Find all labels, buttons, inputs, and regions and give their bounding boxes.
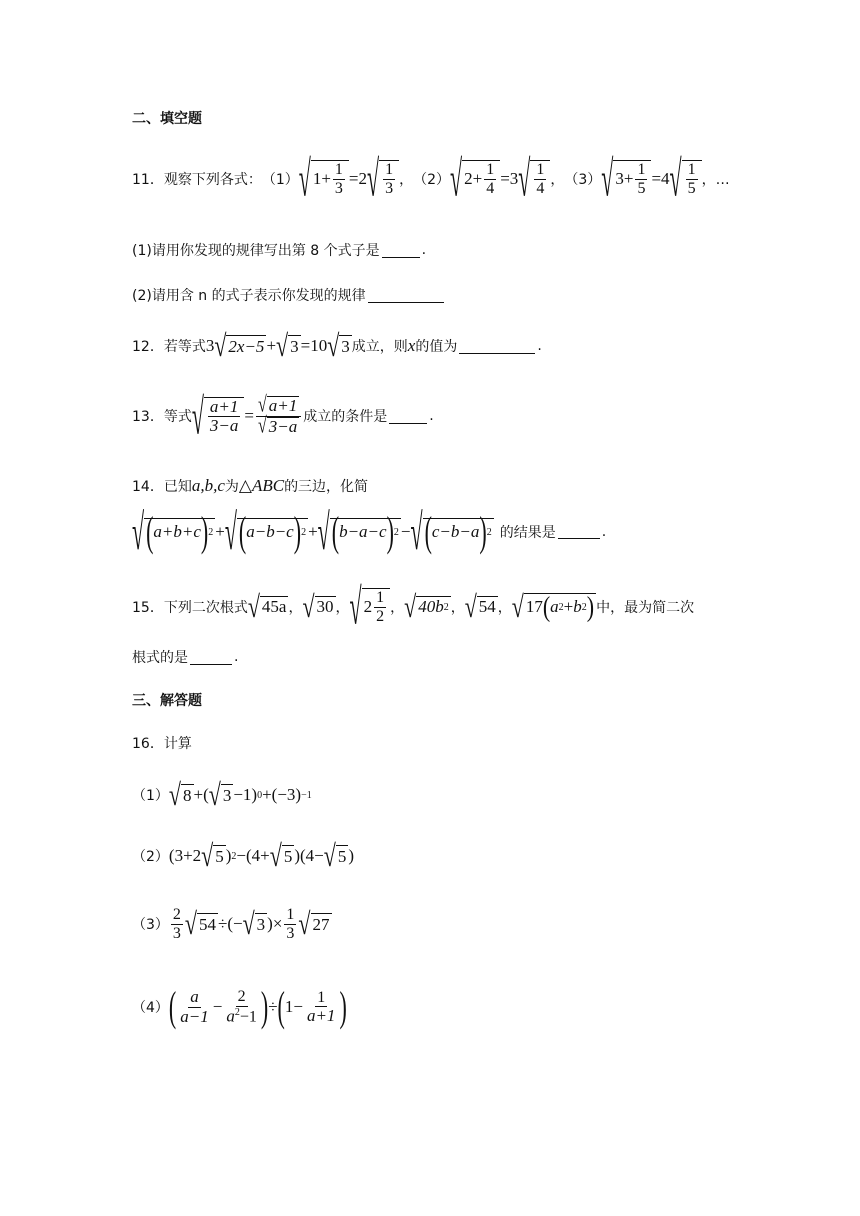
separator: ， (288, 599, 303, 616)
period: . (421, 242, 427, 258)
sqrt-3: √ 3 (242, 905, 266, 941)
equals-coef: =10 (300, 336, 328, 355)
sqrt-square-term: √ ( c−b−a ) 2 (410, 501, 492, 560)
sqrt-expr: √ $\frac{1}{5}$ (670, 160, 702, 197)
question-prefix: 16．计算 (132, 736, 192, 752)
operator: + (308, 521, 318, 541)
sqrt-expr: √ 2+ $\frac{1}{4}$ (450, 160, 500, 197)
sqrt-expr: √ 3 (327, 327, 350, 363)
operator: − (400, 521, 411, 541)
question-16-part-4: （4） ( $\frac{a}{a-1}$ − $\frac{2}{a^2-1}$ ) ÷ ( 1− $\frac{1}{a+1}$ ) (132, 982, 347, 1030)
operator: − (212, 997, 223, 1017)
question-text: 根式的是 (132, 650, 188, 666)
question-prefix: 14．已知 (132, 479, 192, 495)
answer-blank[interactable] (459, 339, 535, 354)
question-text: 的值为 (415, 339, 458, 355)
expr-part: )(4− (294, 846, 324, 865)
sqrt-5: √ 5 (323, 837, 347, 873)
sqrt-expr: √ 3+ $\frac{1}{5}$ (601, 160, 651, 197)
ellipsis: ，… (701, 171, 730, 188)
question-11 (132, 148, 730, 207)
sqrt-17-sum-squares: √ 17 ( a 2 + b 2 ) (511, 588, 595, 624)
sqrt-30: √ 30 (302, 588, 334, 624)
sqrt-expr: √ 1+ $\frac{1}{3}$ (299, 160, 349, 197)
expr-part: (3+2 (168, 846, 202, 865)
question-14 (132, 476, 368, 496)
period: . (234, 649, 239, 665)
sqrt-3: √ 3 (208, 776, 232, 812)
question-15 (132, 576, 695, 635)
sqrt-5: √ 5 (269, 837, 293, 873)
question-text: 中，最为简二次 (596, 599, 695, 616)
section-answer-heading (132, 690, 202, 710)
equals-coef: =2 (348, 168, 368, 188)
q11-label-2: （2） (413, 171, 451, 188)
question-11-sub-1 (132, 240, 426, 260)
operator: + (215, 521, 225, 541)
fraction: $\frac{2}{3}$ (172, 906, 181, 942)
fraction: $\frac{1}{a+1}$ (306, 988, 336, 1026)
question-text: 为 (224, 479, 239, 495)
q11-label-1: （1） (261, 171, 299, 188)
section-title: 二、填空题 (132, 111, 202, 127)
period: . (429, 408, 434, 425)
question-text: 成立的条件是 (303, 409, 388, 426)
question-16 (132, 733, 192, 753)
answer-blank[interactable] (368, 288, 444, 303)
sqrt-45a: √ 45a (247, 588, 287, 624)
part-label: （1） (132, 788, 169, 804)
expr-part: +( (193, 785, 209, 804)
sqrt-54: √ 54 (464, 588, 496, 624)
question-text: 成立，则 (351, 339, 408, 355)
question-prefix: 13．等式 (132, 409, 192, 426)
fraction: $\frac{1}{3}$ (286, 906, 295, 942)
triangle-label: △ABC (238, 476, 285, 495)
question-text: 的三边，化简 (284, 479, 369, 495)
sub-question-text: (2)请用含 n 的式子表示你发现的规律 (132, 288, 366, 304)
question-15-line-2 (132, 647, 238, 667)
question-14-expression (132, 501, 607, 560)
sqrt-fraction: √ $\frac{a+1}{3-a}$ (192, 397, 245, 436)
question-12 (132, 327, 542, 363)
period: . (537, 338, 542, 354)
sqrt-square-term: √ ( b−a−c ) 2 (317, 501, 399, 560)
section-fill-blank-heading (132, 108, 202, 128)
expr-part: 1− (284, 997, 303, 1017)
sqrt-square-term: √ ( a+b+c ) 2 (132, 501, 214, 560)
fraction: $\frac{2}{a^2-1}$ (226, 988, 257, 1026)
answer-blank[interactable] (382, 243, 420, 258)
expr-part: ÷(− (218, 914, 243, 934)
sqrt-8: √ 8 (168, 776, 192, 812)
sqrt-expr: √ $\frac{1}{3}$ (367, 160, 399, 197)
exponent: 2 (231, 850, 237, 862)
sqrt-mixed-number: √ 2 $\frac{1}{2}$ (350, 588, 391, 625)
variable: x (407, 336, 416, 355)
answer-blank[interactable] (389, 409, 427, 424)
period: . (601, 523, 607, 540)
separator: ， (390, 599, 405, 616)
sqrt-square-term: √ ( a−b−c ) 2 (224, 501, 307, 560)
expr-part: )× (267, 914, 283, 934)
part-label: （2） (132, 849, 169, 865)
separator: ， (550, 171, 565, 188)
sqrt-expr: √ 2x−5 (214, 327, 265, 363)
separator: ， (335, 599, 350, 616)
sqrt-40b2: √ 40b 2 (404, 588, 449, 624)
sqrt-27: √ 27 (298, 905, 330, 941)
sqrt-54: √ 54 (184, 905, 216, 941)
question-prefix: 12．若等式 (132, 339, 206, 355)
question-text: 的结果是 (499, 524, 556, 541)
sqrt-expr: √ $\frac{1}{4}$ (518, 160, 550, 197)
exponent: 0 (257, 789, 263, 801)
plus-sign: + (266, 336, 277, 355)
coefficient: 3 (205, 336, 215, 355)
fraction-of-roots: √ a+1 √ 3−a (256, 396, 301, 436)
section-title: 三、解答题 (132, 693, 202, 709)
expr-part: +(−3) (262, 785, 302, 804)
separator: ， (450, 599, 465, 616)
answer-blank[interactable] (558, 524, 600, 539)
sub-question-text: (1)请用你发现的规律写出第 8 个式子是 (132, 243, 380, 259)
question-16-part-3 (132, 906, 332, 942)
expr-part: −1) (233, 785, 258, 804)
question-prefix: 15．下列二次根式 (132, 599, 248, 616)
question-prefix: 11．观察下列各式： (132, 171, 262, 188)
part-label: （4） (132, 1000, 169, 1017)
q11-label-3: （3） (564, 171, 602, 188)
operator: ÷ (268, 997, 278, 1017)
question-16-part-2 (132, 837, 355, 873)
question-13 (132, 386, 434, 444)
sqrt-5: √ 5 (201, 837, 224, 873)
expr-part: ) (348, 846, 355, 865)
expr-part: ) (225, 846, 232, 865)
question-11-sub-2 (132, 285, 446, 305)
answer-blank[interactable] (190, 650, 232, 665)
question-16-part-1 (132, 776, 312, 812)
expr-part: −(4+ (236, 846, 270, 865)
equals-sign: = (244, 406, 254, 426)
exponent: −1 (301, 789, 312, 801)
equals-coef: =3 (500, 168, 519, 188)
separator: ， (497, 599, 512, 616)
fraction: $\frac{a}{a-1}$ (180, 987, 209, 1026)
variables: a,b,c (191, 476, 225, 495)
part-label: （3） (132, 917, 169, 934)
equals-coef: =4 (651, 168, 670, 188)
separator: ， (399, 171, 414, 188)
sqrt-expr: √ 3 (276, 327, 299, 363)
